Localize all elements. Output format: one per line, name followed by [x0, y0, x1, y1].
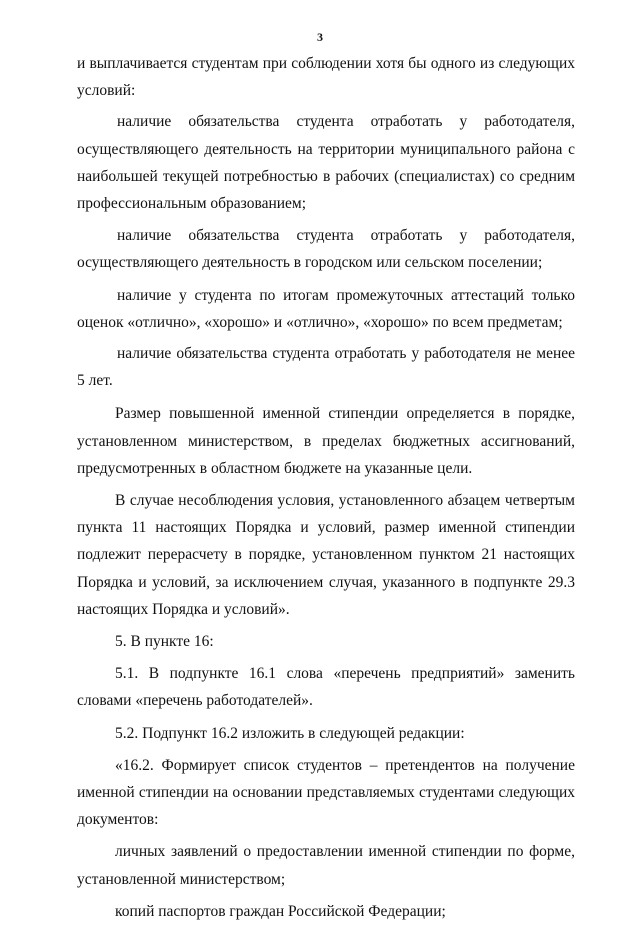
paragraph-noncompliance: В случае несоблюдения условия, установленного абзацем четвертым пункта 11 настоящих Порядка и условий, размер именной стипендии подлежит перерасчету в порядке, установленном пунктом 21 настоящих Порядка и условий, за исключением случая, указанного в подпункте 29.3 настоящих Порядка и условий».	[77, 492, 575, 618]
paragraph-continuation: и выплачивается студентам при соблюдении хотя бы одного из следующих условий:	[77, 55, 575, 100]
paragraph-condition-five-years: наличие обязательства студента отработать у работодателя не менее 5 лет.	[77, 345, 575, 390]
page-number: 3	[317, 30, 323, 44]
paragraph-item-5: 5. В пункте 16:	[115, 633, 214, 651]
paragraph-item-16-2: «16.2. Формирует список студентов – претендентов на получение именной стипендии на основании представляемых студентами следующих документов:	[77, 756, 575, 829]
paragraph-condition-municipal: наличие обязательства студента отработать у работодателя, осуществляющего деятельность на территории муниципального района с наибольшей текущей потребностью в рабочих (специалистах) со средним профессиональным образованием;	[77, 113, 575, 213]
paragraph-passport-copies: копий паспортов граждан Российской Федерации;	[115, 902, 446, 920]
paragraph-condition-settlement: наличие обязательства студента отработать у работодателя, осуществляющего деятельность в городском или сельском поселении;	[77, 227, 575, 272]
paragraph-item-5-2: 5.2. Подпункт 16.2 изложить в следующей редакции:	[115, 724, 465, 742]
paragraph-item-5-1: 5.1. В подпункте 16.1 слова «перечень предприятий» заменить словами «перечень работодателей».	[77, 665, 575, 710]
paragraph-condition-grades: наличие у студента по итогам промежуточных аттестаций только оценок «отлично», «хорошо» и «отлично», «хорошо» по всем предметам;	[77, 286, 575, 331]
document-body	[77, 50, 575, 925]
paragraph-stipend-amount: Размер повышенной именной стипендии определяется в порядке, установленном министерством, в пределах бюджетных ассигнований, предусмотренных в областном бюджете на указанные цели.	[77, 405, 575, 477]
paragraph-applications: личных заявлений о предоставлении именной стипендии по форме, установленной министерством;	[77, 843, 575, 888]
